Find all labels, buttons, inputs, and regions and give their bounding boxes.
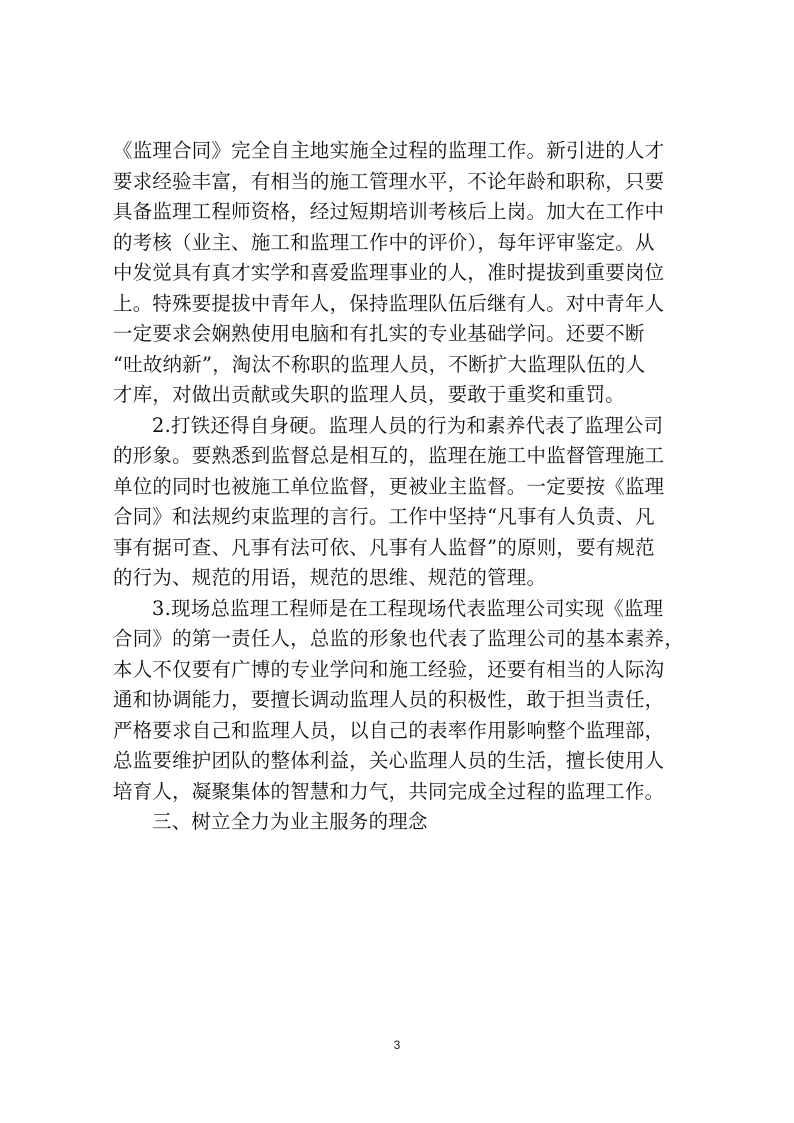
text-line: 严格要求自己和监理人员，以自己的表率作用影响整个监理部， [113, 718, 665, 742]
body-text [113, 136, 698, 838]
text-line: 三、树立全力为业主服务的理念 [152, 810, 428, 833]
text-line: 总监要维护团队的整体利益，关心监理人员的生活，擅长使用人 [113, 749, 665, 772]
text-line: “吐故纳新”，淘汰不称职的监理人员，不断扩大监理队伍的人 [113, 352, 646, 376]
text-line: 培育人，凝聚集体的智慧和力气，共同完成全过程的监理工作。 [113, 779, 665, 803]
text-line: 中发觉具有真才实学和喜爱监理事业的人，准时提拔到重要岗位 [113, 261, 665, 284]
text-line: 的行为、规范的用语，规范的思维、规范的管理。 [113, 566, 547, 589]
text-line: 要求经验丰富，有相当的施工管理水平，不论年龄和职称，只要 [113, 169, 665, 193]
text-line: 单位的同时也被施工单位监督，更被业主监督。一定要按《监理 [113, 474, 665, 498]
text-line: 的考核（业主、施工和监理工作中的评价），每年评审鉴定。从 [113, 230, 655, 254]
text-line: 合同》和法规约束监理的言行。工作中坚持“凡事有人负责、凡 [113, 505, 655, 528]
text-line: 具备监理工程师资格，经过短期培训考核后上岗。加大在工作中 [113, 200, 665, 223]
text-line: 《监理合同》完全自主地实施全过程的监理工作。新引进的人才 [113, 139, 665, 162]
page-number: 3 [393, 1038, 401, 1052]
text-line: 3.现场总监理工程师是在工程现场代表监理公司实现《监理 [152, 596, 664, 620]
text-line: 才库，对做出贡献或失职的监理人员，要敢于重奖和重罚。 [113, 383, 625, 406]
text-line: 的形象。要熟悉到监督总是相互的，监理在施工中监督管理施工 [113, 444, 665, 467]
text-line: 通和协调能力，要擅长调动监理人员的积极性，敢于担当责任， [113, 688, 665, 711]
text-line: 合同》的第一责任人，总监的形象也代表了监理公司的基本素养， [113, 627, 685, 650]
text-line: 2.打铁还得自身硬。监理人员的行为和素养代表了监理公司 [152, 413, 664, 437]
text-line: 上。特殊要提拔中青年人，保持监理队伍后继有人。对中青年人 [113, 291, 665, 315]
text-line: 本人不仅要有广博的专业学问和施工经验，还要有相当的人际沟 [113, 657, 665, 681]
text-line: 一定要求会娴熟使用电脑和有扎实的专业基础学问。还要不断 [113, 322, 645, 345]
text-line: 事有据可查、凡事有法可依、凡事有人监督”的原则，要有规范 [113, 535, 655, 559]
